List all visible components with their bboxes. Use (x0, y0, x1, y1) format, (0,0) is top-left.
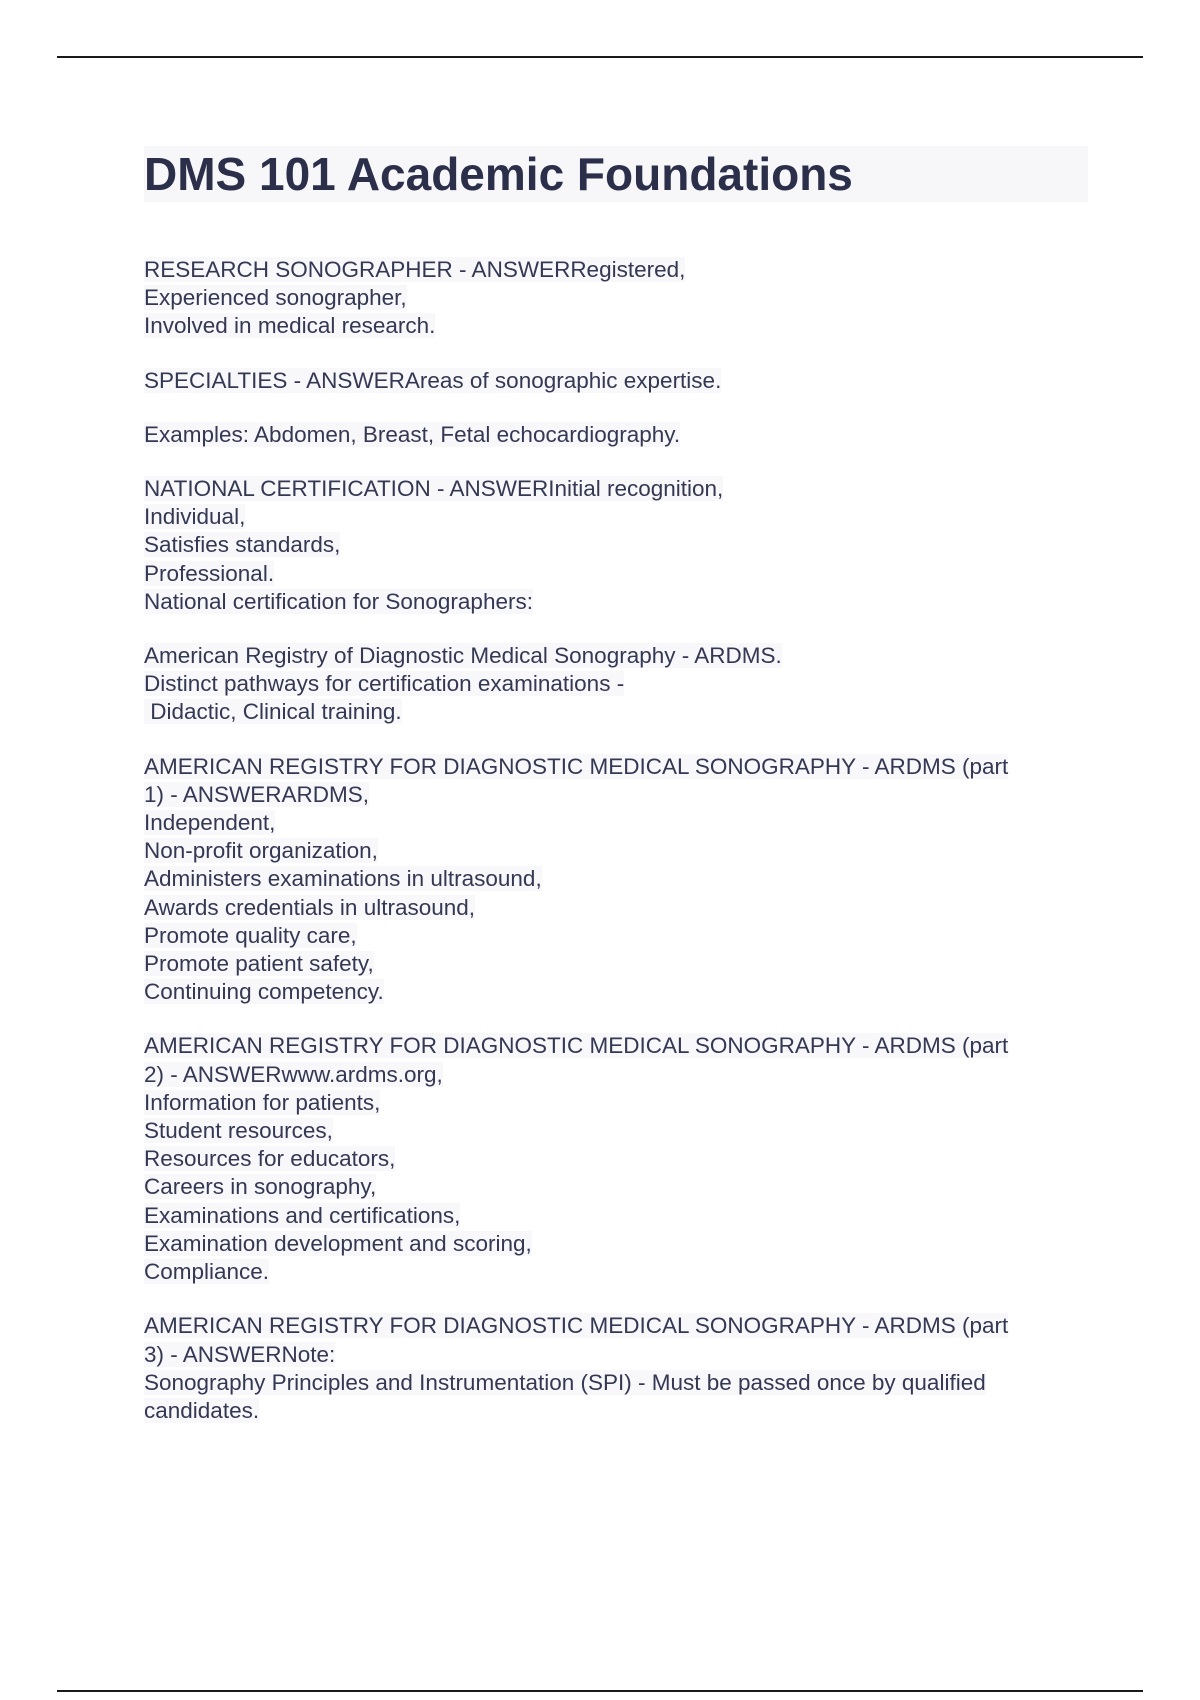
text-line-content: Information for patients, (144, 1089, 381, 1115)
text-line-content: Independent, (144, 810, 276, 836)
text-line (144, 1173, 1088, 1201)
qa-entry (144, 421, 1088, 449)
qa-entry (144, 1032, 1088, 1286)
text-line (144, 978, 1088, 1006)
text-line-content: Examination development and scoring, (144, 1230, 532, 1256)
text-line (144, 367, 1088, 395)
text-line (144, 837, 1088, 865)
text-line (144, 753, 1088, 781)
text-line (144, 865, 1088, 893)
text-line (144, 894, 1088, 922)
text-line-content: Promote patient safety, (144, 951, 374, 977)
text-line-content: Continuing competency. (144, 979, 384, 1005)
text-line-content: AMERICAN REGISTRY FOR DIAGNOSTIC MEDICAL SONOGRAPHY - ARDMS (part (144, 1033, 1009, 1059)
text-line (144, 284, 1088, 312)
text-line (144, 1369, 1088, 1397)
text-line (144, 1258, 1088, 1286)
text-line-content: Sonography Principles and Instrumentation (SPI) - Must be passed once by qualified (144, 1369, 986, 1395)
text-line (144, 1397, 1088, 1425)
document-body (144, 256, 1088, 1451)
text-line (144, 1230, 1088, 1258)
text-line-content: Non-profit organization, (144, 838, 378, 864)
text-line-content: 3) - ANSWERNote: (144, 1341, 336, 1367)
text-line (144, 781, 1088, 809)
text-line-content: Careers in sonography, (144, 1174, 377, 1200)
text-line-content: Examinations and certifications, (144, 1202, 461, 1228)
text-line-content: Professional. (144, 560, 275, 586)
text-line-content: Experienced sonographer, (144, 285, 407, 311)
text-line-content: National certification for Sonographers: (144, 588, 533, 614)
text-line (144, 1061, 1088, 1089)
qa-entry (144, 367, 1088, 395)
text-line (144, 1145, 1088, 1173)
text-line-content: SPECIALTIES - ANSWERAreas of sonographic expertise. (144, 367, 722, 393)
qa-entry (144, 1312, 1088, 1425)
bottom-divider (57, 1690, 1143, 1692)
text-line-content: Compliance. (144, 1259, 270, 1285)
text-line-content: AMERICAN REGISTRY FOR DIAGNOSTIC MEDICAL SONOGRAPHY - ARDMS (part (144, 1313, 1009, 1339)
text-line (144, 421, 1088, 449)
text-line (144, 1117, 1088, 1145)
text-line (144, 922, 1088, 950)
document-title: DMS 101 Academic Foundations (144, 148, 853, 200)
text-line-content: Didactic, Clinical training. (144, 699, 402, 725)
text-line (144, 809, 1088, 837)
text-line (144, 642, 1088, 670)
text-line-content: Promote quality care, (144, 922, 357, 948)
text-line (144, 588, 1088, 616)
text-line-content: AMERICAN REGISTRY FOR DIAGNOSTIC MEDICAL SONOGRAPHY - ARDMS (part (144, 753, 1009, 779)
text-line-content: Student resources, (144, 1118, 333, 1144)
text-line-content: Individual, (144, 504, 246, 530)
text-line (144, 670, 1088, 698)
text-line (144, 1341, 1088, 1369)
qa-entry (144, 753, 1088, 1007)
text-line-content: Examples: Abdomen, Breast, Fetal echocardiography. (144, 421, 681, 447)
qa-entry (144, 475, 1088, 616)
text-line (144, 503, 1088, 531)
text-line (144, 1312, 1088, 1340)
text-line-content: candidates. (144, 1397, 260, 1423)
text-line-content: Resources for educators, (144, 1146, 396, 1172)
qa-entry (144, 256, 1088, 341)
text-line-content: Satisfies standards, (144, 532, 341, 558)
text-line (144, 475, 1088, 503)
text-line-content: Involved in medical research. (144, 313, 436, 339)
text-line-content: Awards credentials in ultrasound, (144, 894, 476, 920)
text-line (144, 1089, 1088, 1117)
text-line-content: Administers examinations in ultrasound, (144, 866, 542, 892)
text-line (144, 1202, 1088, 1230)
text-line (144, 950, 1088, 978)
text-line-content: RESEARCH SONOGRAPHER - ANSWERRegistered, (144, 257, 686, 282)
text-line (144, 256, 1088, 284)
text-line-content: NATIONAL CERTIFICATION - ANSWERInitial recognition, (144, 476, 724, 502)
top-divider (57, 56, 1143, 58)
text-line-content: 1) - ANSWERARDMS, (144, 781, 370, 807)
text-line (144, 698, 1088, 726)
text-line (144, 560, 1088, 588)
text-line-content: American Registry of Diagnostic Medical Sonography - ARDMS. (144, 643, 782, 669)
text-line (144, 1032, 1088, 1060)
text-line-content: Distinct pathways for certification examinations - (144, 671, 625, 697)
qa-entry (144, 642, 1088, 727)
text-line (144, 531, 1088, 559)
title-banner (144, 146, 1088, 202)
text-line-content: 2) - ANSWERwww.ardms.org, (144, 1061, 443, 1087)
text-line (144, 312, 1088, 340)
